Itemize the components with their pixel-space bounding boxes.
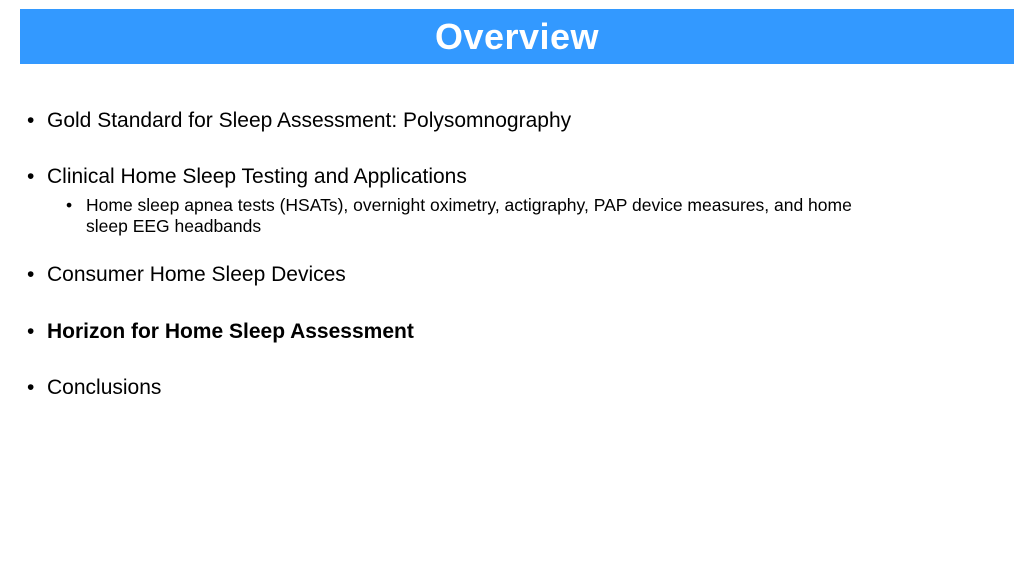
bullet-item-clinical-home-sleep-testing xyxy=(27,165,467,189)
bullet-dot: • xyxy=(27,109,35,132)
bullet-text: Clinical Home Sleep Testing and Applications xyxy=(47,165,467,188)
bullet-dot: • xyxy=(27,376,35,399)
bullet-dot: • xyxy=(27,320,35,343)
sub-bullet-item-home-tests xyxy=(66,195,856,237)
bullet-dot: • xyxy=(27,165,35,188)
sub-bullet-text: Home sleep apnea tests (HSATs), overnight oximetry, actigraphy, PAP device measures, and home sleep EEG headbands xyxy=(86,195,852,236)
bullet-item-consumer-devices xyxy=(27,263,346,287)
bullet-text: Gold Standard for Sleep Assessment: Polysomnography xyxy=(47,109,572,132)
slide-title: Overview xyxy=(434,15,600,57)
bullet-text: Consumer Home Sleep Devices xyxy=(47,263,346,286)
bullet-text: Conclusions xyxy=(47,376,162,399)
bullet-dot: • xyxy=(27,263,35,286)
bullet-item-polysomnography xyxy=(27,109,571,133)
bullet-item-conclusions xyxy=(27,376,161,400)
title-bar xyxy=(20,9,1014,64)
bullet-text: Horizon for Home Sleep Assessment xyxy=(47,320,414,343)
bullet-item-horizon xyxy=(27,320,414,344)
sub-bullet-dot: • xyxy=(66,195,73,215)
